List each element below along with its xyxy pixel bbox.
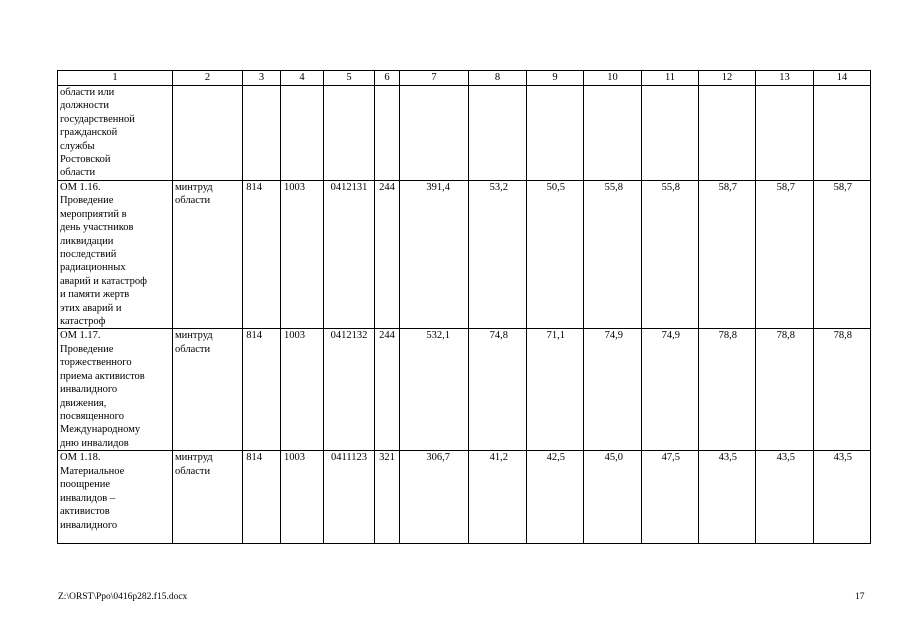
gr-code-cell: [243, 86, 281, 181]
target-article-cell: 0411123: [324, 451, 375, 544]
expense-type-cell: 321: [375, 451, 400, 544]
year-value-cell: 74,9: [642, 329, 699, 451]
header-cell: 14: [814, 71, 871, 86]
table-row: [58, 86, 871, 181]
year-value-cell: 50,5: [527, 181, 584, 329]
year-value-cell: 43,5: [756, 451, 814, 544]
gr-code-cell: 814: [243, 451, 281, 544]
header-cell: 7: [400, 71, 469, 86]
header-cell: 5: [324, 71, 375, 86]
expense-type-cell: 244: [375, 181, 400, 329]
total-cell: 391,4: [400, 181, 469, 329]
year-value-cell: 78,8: [699, 329, 756, 451]
section-code-cell: 1003: [281, 181, 324, 329]
header-cell: 1: [58, 71, 173, 86]
year-value-cell: 45,0: [584, 451, 642, 544]
executor-cell: минтруд области: [173, 181, 243, 329]
year-value-cell: [814, 86, 871, 181]
event-description: ОМ 1.17. Проведение торжественного приема активистов инвалидного движения, посвященного Международному дню инвалидов: [58, 329, 173, 451]
year-value-cell: 42,5: [527, 451, 584, 544]
year-value-cell: 43,5: [814, 451, 871, 544]
target-article-cell: 0412131: [324, 181, 375, 329]
section-code-cell: 1003: [281, 329, 324, 451]
section-code-cell: 1003: [281, 451, 324, 544]
year-value-cell: 74,9: [584, 329, 642, 451]
event-description: ОМ 1.18. Материальное поощрение инвалидов – активистов инвалидного: [58, 451, 173, 544]
table-row: [58, 451, 871, 544]
total-cell: [400, 86, 469, 181]
header-cell: 9: [527, 71, 584, 86]
year-value-cell: 71,1: [527, 329, 584, 451]
year-value-cell: 58,7: [814, 181, 871, 329]
year-value-cell: 43,5: [699, 451, 756, 544]
expense-type-cell: 244: [375, 329, 400, 451]
table-row: [58, 329, 871, 451]
year-value-cell: 78,8: [756, 329, 814, 451]
year-value-cell: 74,8: [469, 329, 527, 451]
total-cell: 306,7: [400, 451, 469, 544]
target-article-cell: 0412132: [324, 329, 375, 451]
year-value-cell: [527, 86, 584, 181]
year-value-cell: [584, 86, 642, 181]
year-value-cell: 53,2: [469, 181, 527, 329]
gr-code-cell: 814: [243, 329, 281, 451]
header-cell: 10: [584, 71, 642, 86]
section-code-cell: [281, 86, 324, 181]
year-value-cell: [469, 86, 527, 181]
header-cell: 8: [469, 71, 527, 86]
event-description: ОМ 1.16. Проведение мероприятий в день участников ликвидации последствий радиационных аварий и катастроф и памяти жертв этих аварий и катастроф: [58, 181, 173, 329]
year-value-cell: 55,8: [642, 181, 699, 329]
executor-cell: [173, 86, 243, 181]
year-value-cell: 55,8: [584, 181, 642, 329]
event-description: области или должности государственной гражданской службы Ростовской области: [58, 86, 173, 181]
header-cell: 12: [699, 71, 756, 86]
target-article-cell: [324, 86, 375, 181]
page-number: 17: [855, 592, 865, 602]
header-cell: 13: [756, 71, 814, 86]
header-cell: 3: [243, 71, 281, 86]
footer-file-path: Z:\ORST\Ppo\0416p282.f15.docx: [58, 592, 188, 602]
year-value-cell: 41,2: [469, 451, 527, 544]
year-value-cell: 78,8: [814, 329, 871, 451]
budget-table: [57, 70, 871, 544]
header-cell: 11: [642, 71, 699, 86]
column-number-header-row: [58, 71, 871, 86]
year-value-cell: [756, 86, 814, 181]
expense-type-cell: [375, 86, 400, 181]
year-value-cell: 58,7: [756, 181, 814, 329]
year-value-cell: [699, 86, 756, 181]
year-value-cell: 47,5: [642, 451, 699, 544]
executor-cell: минтруд области: [173, 329, 243, 451]
header-cell: 6: [375, 71, 400, 86]
gr-code-cell: 814: [243, 181, 281, 329]
executor-cell: минтруд области: [173, 451, 243, 544]
header-cell: 4: [281, 71, 324, 86]
table-row: [58, 181, 871, 329]
total-cell: 532,1: [400, 329, 469, 451]
year-value-cell: 58,7: [699, 181, 756, 329]
year-value-cell: [642, 86, 699, 181]
header-cell: 2: [173, 71, 243, 86]
